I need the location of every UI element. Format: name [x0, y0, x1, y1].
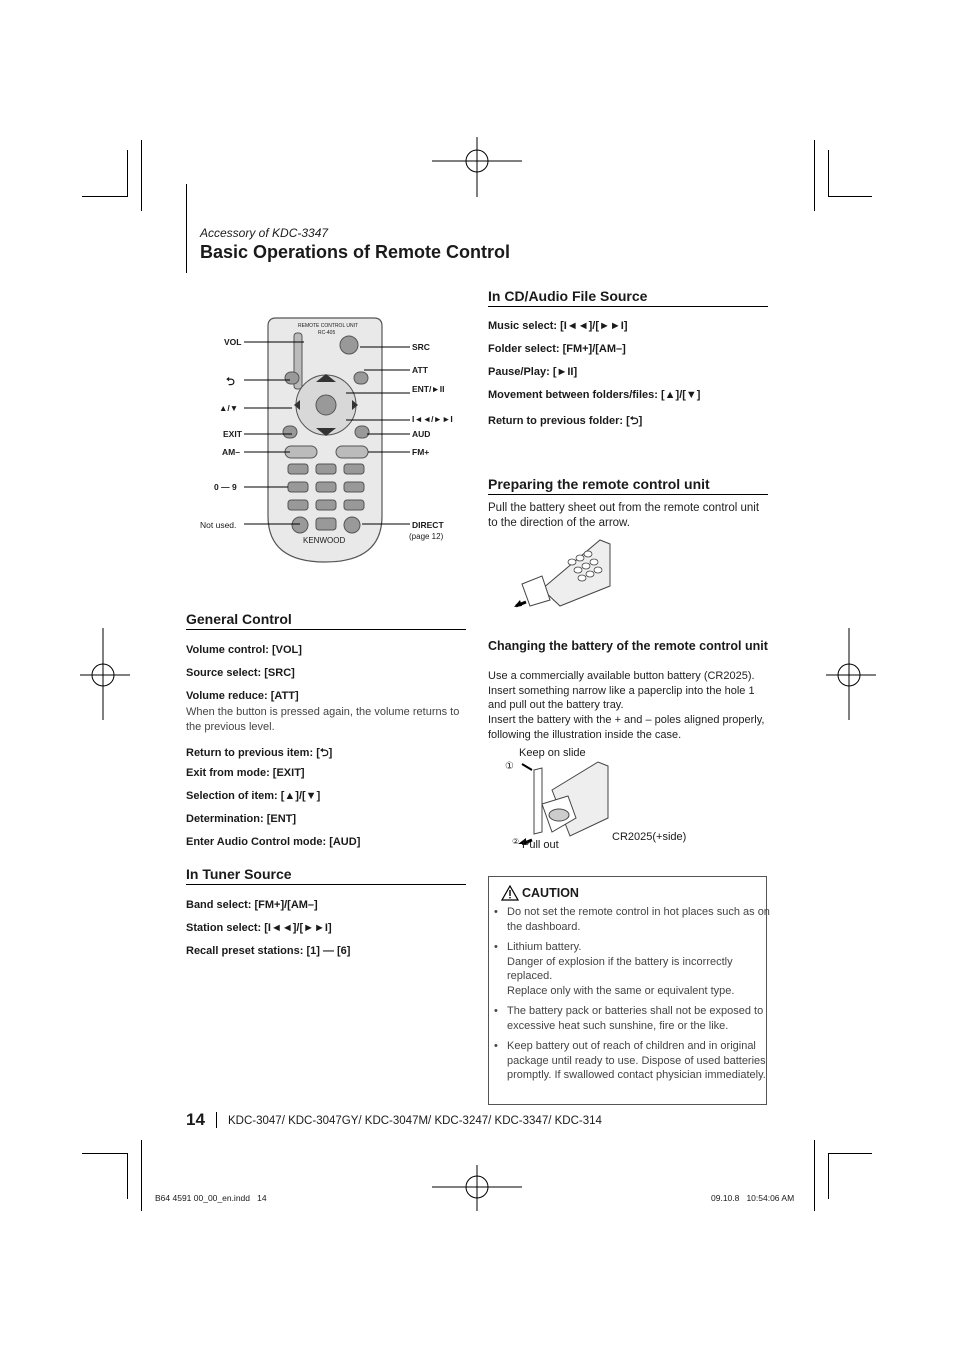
remote-label-vol: VOL: [224, 337, 242, 347]
tuner-heading: In Tuner Source: [186, 866, 466, 885]
caution-heading: CAUTION: [522, 886, 579, 900]
caution-item-1: • Lithium battery. Danger of explosion if the battery is incorrectly replaced. Replace only with the same or equivalent type.: [507, 940, 775, 998]
battery-sheet-illustration: [512, 534, 612, 609]
general-item-3: Return to previous item: [⮌]: [186, 747, 333, 759]
footer-models: KDC-3047/ KDC-3047GY/ KDC-3047M/ KDC-3247/ KDC-3347/ KDC-314: [228, 1115, 602, 1127]
cd-heading: In CD/Audio File Source: [488, 288, 768, 307]
warning-icon: [501, 885, 519, 901]
keep-on-slide-label: Keep on slide: [519, 747, 586, 759]
cd-item-0: Music select: [I◄◄]/[►►I]: [488, 320, 628, 332]
preparing-text: Pull the battery sheet out from the remote control unit to the direction of the arrow.: [488, 502, 760, 529]
general-item-7: Enter Audio Control mode: [AUD]: [186, 836, 361, 848]
remote-label-zero-nine: 0 — 9: [214, 482, 237, 492]
header-bar: [186, 184, 187, 273]
registration-mark-bottom: [432, 1165, 522, 1215]
tuner-item-2: Recall preset stations: [1] — [6]: [186, 945, 351, 957]
mark-1: ①: [505, 761, 514, 772]
preparing-heading: Preparing the remote control unit: [488, 476, 768, 495]
remote-label-ent: ENT/►II: [412, 384, 445, 394]
pull-out-label: Pull out: [522, 839, 559, 851]
general-item-5: Selection of item: [▲]/[▼]: [186, 790, 321, 802]
footer-date: 09.10.8 10:54:06 AM: [711, 1193, 795, 1203]
general-item-0: Volume control: [VOL]: [186, 644, 302, 656]
general-item-6: Determination: [ENT]: [186, 813, 297, 825]
remote-label-track: I◄◄/►►I: [412, 414, 453, 424]
general-item-2: Volume reduce: [ATT]: [186, 690, 299, 702]
caution-box: [488, 876, 770, 1105]
battery-heading: Changing the battery of the remote control unit: [488, 639, 768, 653]
registration-mark-right: [826, 628, 876, 720]
general-item-1: Source select: [SRC]: [186, 667, 295, 679]
footer-divider: [216, 1112, 217, 1128]
caution-item-0: • Do not set the remote control in hot places such as on the dashboard.: [507, 905, 775, 934]
cd-item-2: Pause/Play: [►II]: [488, 366, 578, 378]
registration-mark-left: [80, 628, 130, 720]
remote-brand: KENWOOD: [303, 536, 346, 545]
caution-item-2: • The battery pack or batteries shall not be exposed to excessive heat such sunshine, fire or the like.: [507, 1004, 775, 1033]
cr2025-label: CR2025(+side): [612, 831, 687, 843]
page-number: 14: [186, 1110, 205, 1129]
remote-label-aud: AUD: [412, 429, 431, 439]
att-note: When the button is pressed again, the volume returns to the previous level.: [186, 706, 460, 733]
cd-item-3: Movement between folders/files: [▲]/[▼]: [488, 389, 701, 401]
caution-item-3: • Keep battery out of reach of children and in original package until ready to use. Dispose of used batteries promptly. If swallowed contact physician immediately.: [507, 1039, 775, 1083]
remote-label-back: ⮌: [226, 376, 235, 388]
cd-item-1: Folder select: [FM+]/[AM–]: [488, 343, 626, 355]
tuner-item-0: Band select: [FM+]/[AM–]: [186, 899, 318, 911]
registration-mark-top: [432, 127, 522, 197]
remote-label-direct: DIRECT: [412, 520, 444, 530]
remote-label-up-down: ▲/▼: [219, 403, 239, 413]
page-title: Basic Operations of Remote Control: [200, 242, 511, 262]
battery-text-2: Insert the battery with the + and – poles aligned properly, following the illustration inside the case.: [488, 714, 765, 741]
remote-label-page-ref: (page 12): [409, 532, 444, 541]
remote-label-fm: FM+: [412, 447, 430, 457]
remote-unit-name: REMOTE CONTROL UNIT: [298, 323, 359, 329]
remote-label-not-used: Not used.: [200, 520, 237, 530]
cd-item-4: Return to previous folder: [⮌]: [488, 415, 643, 427]
general-control-heading: General Control: [186, 611, 466, 630]
battery-tray-illustration: [512, 760, 612, 845]
remote-label-att: ATT: [412, 365, 428, 375]
remote-callout-lines: [230, 330, 420, 540]
remote-label-am: AM–: [222, 447, 240, 457]
footer-file: B64 4591 00_00_en.indd 14: [155, 1193, 267, 1203]
remote-model: RC-405: [318, 330, 336, 336]
remote-label-exit: EXIT: [223, 429, 242, 439]
general-item-4: Exit from mode: [EXIT]: [186, 767, 305, 779]
tuner-item-1: Station select: [I◄◄]/[►►I]: [186, 922, 332, 934]
remote-label-src: SRC: [412, 342, 430, 352]
battery-text-1: Use a commercially available button battery (CR2025). Insert something narrow like a paperclip into the hole 1 and pull out the battery tray.: [488, 670, 755, 711]
page-subtitle: Accessory of KDC-3347: [200, 226, 329, 240]
mark-2: ②: [512, 837, 520, 846]
